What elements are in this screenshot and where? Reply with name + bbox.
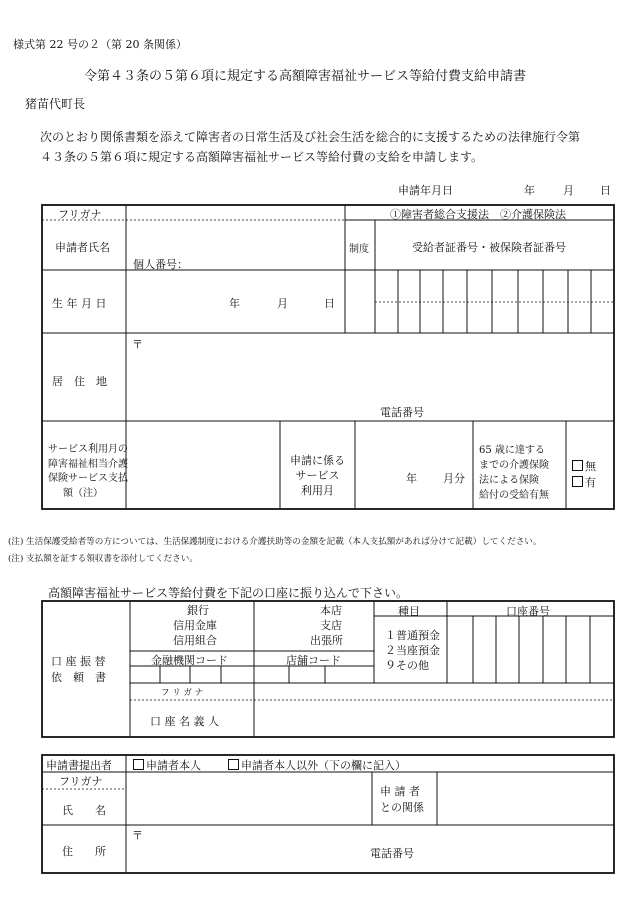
account-number-label: 口座番号	[506, 605, 550, 618]
submitter-name-field[interactable]	[130, 792, 368, 820]
birth-date-label: 生 年 月 日	[52, 297, 107, 310]
submitter-other-checkbox[interactable]: 申請者本人以外（下の欄に記入）	[228, 757, 406, 773]
over-65-label: 65 歳に達する までの介護保険 法による保険 給付の受給有無	[479, 445, 549, 501]
application-date-label: 申請年月日	[398, 184, 453, 197]
birth-year-unit: 年	[229, 297, 240, 310]
account-holder-label: 口 座 名 義 人	[150, 715, 219, 728]
submitter-name-label: 氏 名	[62, 804, 106, 817]
phone-label: 電話番号	[380, 406, 424, 419]
application-date-day: 日	[600, 184, 611, 197]
submitter-postal-mark: 〒	[132, 829, 143, 842]
checkbox-no[interactable]: 無	[572, 458, 596, 474]
checkbox-yes[interactable]: 有	[572, 474, 596, 490]
account-type-options[interactable]: １普通預金 ２当座預金 ９その他	[385, 629, 440, 672]
postal-mark: 〒	[132, 338, 143, 351]
form-number: 様式第 22 号の２（第 20 条関係）	[13, 38, 187, 51]
application-date-year: 年	[524, 184, 535, 197]
holder-furigana-label: フ リ ガ ナ	[161, 688, 204, 698]
personal-number-label: 個人番号：	[133, 258, 188, 271]
application-date-month: 月	[563, 184, 574, 197]
submitter-label: 申請書提出者	[46, 759, 112, 772]
furigana-field[interactable]	[150, 206, 340, 218]
bank-type-options[interactable]: 銀行 信用金庫 信用組合	[173, 604, 217, 647]
service-month-label: 申請に係る サービス 利用月	[290, 454, 345, 497]
submitter-furigana-label: フリガナ	[59, 775, 103, 788]
applicant-name-label: 申請者氏名	[55, 241, 110, 254]
branch-type-options[interactable]: 本店 支店 出張所	[310, 604, 343, 647]
branch-code-label: 店舗コード	[286, 654, 341, 667]
intro-text-line-1: 次のとおり関係書類を添えて障害者の日常生活及び社会生活を総合的に支援するための法律施行令第	[40, 130, 581, 144]
birth-month-unit: 月	[277, 297, 288, 310]
insurance-law-choice[interactable]: ①障害者総合支援法 ②介護保険法	[390, 208, 566, 221]
submitter-address-label: 住 所	[62, 845, 106, 858]
bank-heading: 高額障害福祉サービス等給付費を下記の口座に振り込んで下さい。	[48, 586, 409, 600]
bank-code-label: 金融機関コード	[151, 654, 228, 667]
submitter-self-checkbox[interactable]: 申請者本人	[133, 757, 201, 773]
birth-day-unit: 日	[324, 297, 335, 310]
account-type-label: 種目	[398, 605, 420, 618]
note-2: (注) 支払額を証する領収書を添付してください。	[8, 554, 198, 564]
intro-text-line-2: ４３条の５第６項に規定する高額障害福祉サービス等給付費の支給を申請します。	[40, 150, 484, 164]
furigana-label: フリガナ	[58, 208, 102, 221]
relation-field[interactable]	[442, 777, 610, 821]
residence-label: 居 住 地	[52, 375, 107, 388]
transfer-request-label: 口 座 振 替 依 頼 書	[51, 655, 106, 684]
note-1: (注) 生活保護受給者等の方については、生活保護制度における介護扶助等の金額を記載（本人支払額があれば分けて記載）してください。	[8, 537, 542, 547]
page-title: 令第４３条の５第６項に規定する高額障害福祉サービス等給付費支給申請書	[84, 69, 527, 84]
submitter-phone-label: 電話番号	[370, 847, 414, 860]
addressee: 猪苗代町長	[25, 97, 86, 111]
relation-label: 申 請 者 との関係	[380, 785, 424, 814]
service-month-unit: 月分	[443, 472, 465, 485]
applicant-name-field[interactable]	[130, 224, 340, 252]
service-year-unit: 年	[406, 472, 417, 485]
certificate-number-label: 受給者証番号・被保険者証番号	[412, 241, 566, 254]
system-label: 制度	[349, 244, 369, 255]
service-payment-label: サービス利用月の 障害福祉相当介護 保険サービス支払 額（注）	[48, 444, 128, 499]
account-holder-field[interactable]	[258, 703, 608, 733]
